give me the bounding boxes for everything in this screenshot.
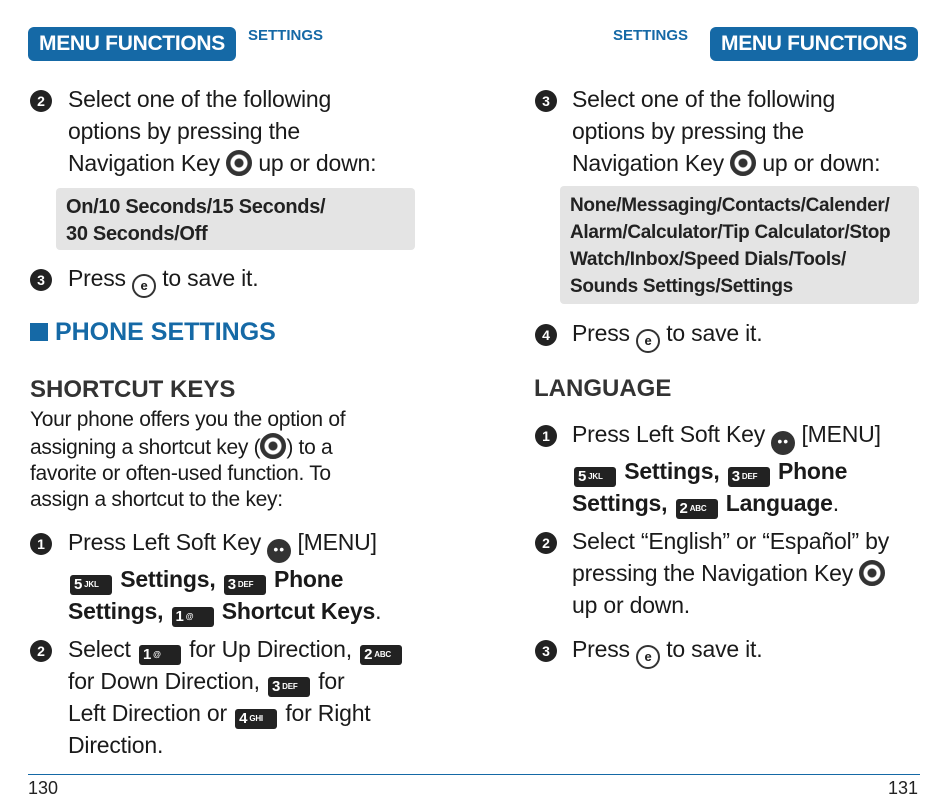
step-4-text: Press e to save it. bbox=[572, 317, 762, 353]
step-number: 1 bbox=[30, 533, 52, 555]
options-box-left: On/10 Seconds/15 Seconds/ 30 Seconds/Off bbox=[56, 188, 415, 250]
navigation-key-icon bbox=[859, 560, 885, 586]
step-number: 2 bbox=[535, 532, 557, 554]
footer-rule bbox=[28, 774, 920, 775]
end-key-icon: e bbox=[636, 329, 660, 353]
language-step-1: Press Left Soft Key •• [MENU] 5 JKL Settings, 3 DEF Phone Settings, 2 ABC Language. bbox=[572, 421, 881, 517]
key-4-icon: 4 GHI bbox=[235, 709, 277, 729]
language-step-3: Press e to save it. bbox=[572, 633, 762, 669]
step-number: 3 bbox=[535, 90, 557, 112]
shortcut-step-2: Select 1 @ for Up Direction, 2 ABC for Down Direction, 3 DEF for Left Direction or 4 GHI for Right Direction. bbox=[68, 633, 438, 761]
left-soft-key-icon: •• bbox=[267, 539, 291, 563]
page-number-right: 131 bbox=[888, 778, 919, 798]
end-key-icon: e bbox=[636, 645, 660, 669]
menu-functions-tab-left: MENU FUNCTIONS bbox=[28, 27, 236, 61]
section-label-left: SETTINGS bbox=[248, 27, 324, 44]
phone-settings-heading: PHONE SETTINGS bbox=[30, 318, 276, 347]
navigation-key-icon bbox=[730, 150, 756, 176]
menu-functions-tab-right: MENU FUNCTIONS bbox=[710, 27, 918, 61]
step-number: 4 bbox=[535, 324, 557, 346]
step-number: 3 bbox=[30, 269, 52, 291]
section-label-right: SETTINGS bbox=[613, 27, 689, 44]
shortcut-description: Your phone offers you the option of assigning a shortcut key ( ) to a favorite or often-used function. To assign a shortcut to the key: bbox=[30, 408, 346, 511]
key-2-icon: 2 ABC bbox=[360, 645, 402, 665]
key-3-icon: 3 DEF bbox=[728, 467, 770, 487]
key-2-icon: 2 ABC bbox=[676, 499, 718, 519]
language-heading: LANGUAGE bbox=[534, 375, 672, 402]
key-3-icon: 3 DEF bbox=[224, 575, 266, 595]
square-bullet-icon bbox=[30, 323, 48, 341]
shortcut-step-1: Press Left Soft Key •• [MENU] 5 JKL Settings, 3 DEF Phone Settings, 1 @ Shortcut Keys. bbox=[68, 529, 382, 625]
key-3-icon: 3 DEF bbox=[268, 677, 310, 697]
page-number-left: 130 bbox=[28, 778, 59, 798]
language-step-2: Select “English” or “Español” by pressing the Navigation Key up or down. bbox=[572, 528, 890, 618]
step-number: 1 bbox=[535, 425, 557, 447]
key-5-icon: 5 JKL bbox=[574, 467, 616, 487]
navigation-key-icon bbox=[226, 150, 252, 176]
step-number: 2 bbox=[30, 640, 52, 662]
end-key-icon: e bbox=[132, 274, 156, 298]
step-3-text: Press e to save it. bbox=[68, 262, 258, 298]
navigation-key-icon bbox=[260, 433, 286, 459]
step-3-text-right: Select one of the following options by pressing the Navigation Key up or down: bbox=[572, 86, 881, 176]
step-number: 2 bbox=[30, 90, 52, 112]
step-number: 3 bbox=[535, 640, 557, 662]
key-5-icon: 5 JKL bbox=[70, 575, 112, 595]
shortcut-keys-heading: SHORTCUT KEYS bbox=[30, 376, 236, 403]
step-2-text: Select one of the following options by pressing the Navigation Key up or down: bbox=[68, 86, 377, 176]
key-1-icon: 1 @ bbox=[172, 607, 214, 627]
left-soft-key-icon: •• bbox=[771, 431, 795, 455]
key-1-icon: 1 @ bbox=[139, 645, 181, 665]
options-box-right: None/Messaging/Contacts/Calender/ Alarm/Calculator/Tip Calculator/Stop Watch/Inbox/Speed Dials/Tools/ Sounds Settings/Settings bbox=[560, 186, 919, 304]
